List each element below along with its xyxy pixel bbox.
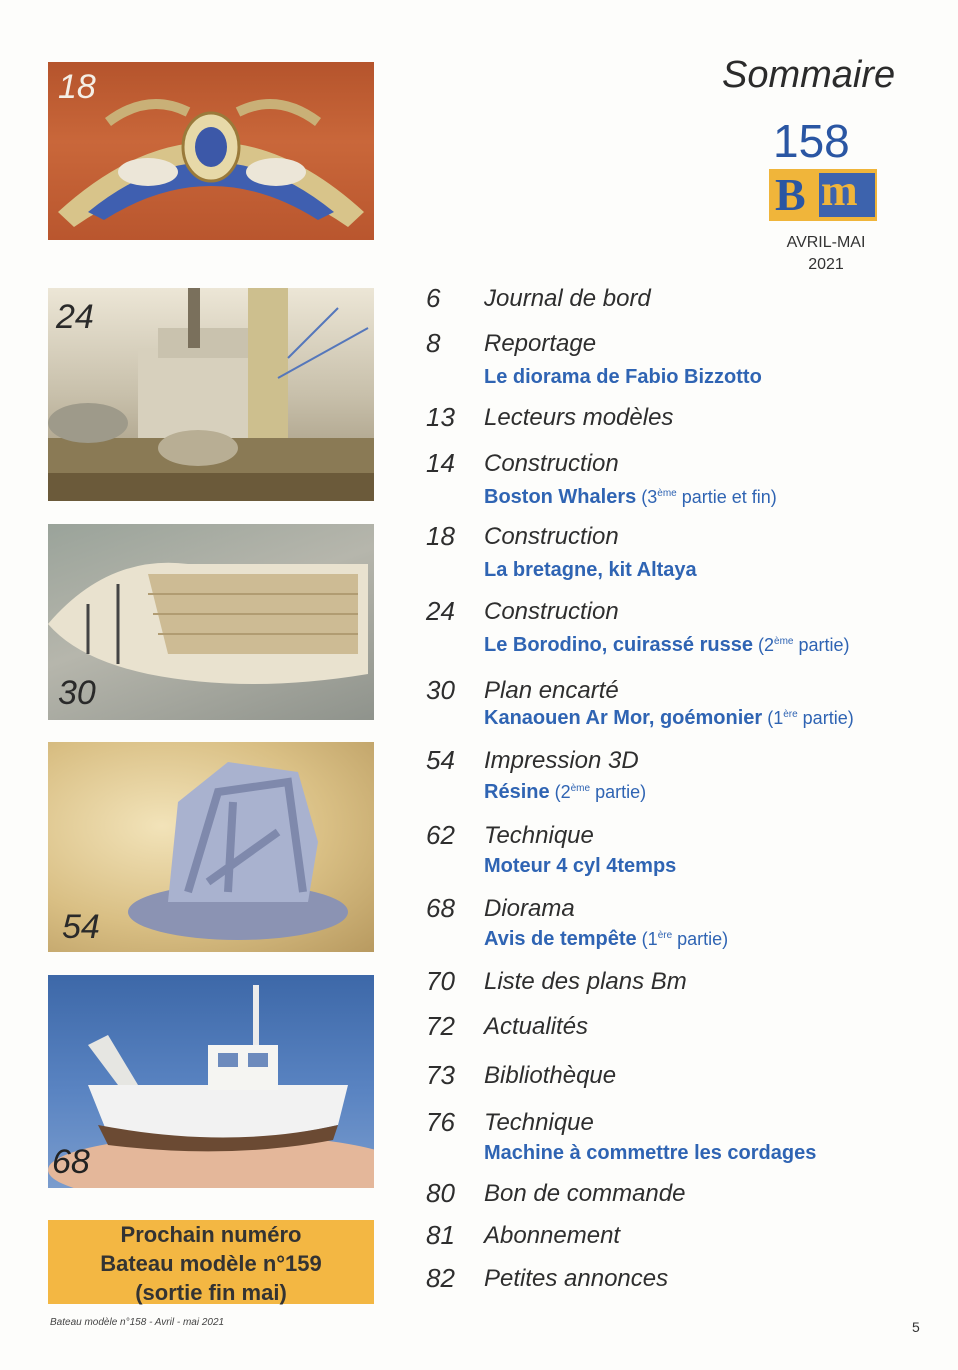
toc-article-name: Moteur 4 cyl 4temps xyxy=(484,855,677,877)
toc-page-number: 30 xyxy=(426,675,455,705)
toc-article-subtitle xyxy=(484,366,762,389)
toc-article-subtitle xyxy=(484,781,646,804)
toc-article-subtitle xyxy=(484,855,676,878)
battleship-model-image xyxy=(48,288,374,501)
logo-letter-b: B xyxy=(775,169,806,220)
part-note-close: partie) xyxy=(793,635,850,655)
toc-section-title: Petites annonces xyxy=(484,1265,669,1292)
part-note-ordinal: ème xyxy=(570,783,591,794)
toc-article-name: La bretagne, kit Altaya xyxy=(484,559,697,581)
toc-section-title: Technique xyxy=(484,1109,594,1136)
toc-page-number: 6 xyxy=(426,283,441,313)
toc-section-title: Technique xyxy=(484,822,594,849)
footer-page-number: 5 xyxy=(912,1319,920,1335)
toc-article-part-note xyxy=(753,635,850,655)
toc-article-part-note xyxy=(550,782,647,802)
part-note-close: partie) xyxy=(590,782,647,802)
part-note-ordinal: ème xyxy=(774,636,794,647)
next-issue-line-1: Prochain numéro xyxy=(120,1222,302,1247)
toc-section-title: Journal de bord xyxy=(484,285,651,312)
next-issue-line-3: (sortie fin mai) xyxy=(135,1280,287,1305)
toc-section-title: Lecteurs modèles xyxy=(484,404,674,431)
toc-section-title: Bibliothèque xyxy=(484,1062,617,1089)
toc-article-subtitle xyxy=(484,559,697,582)
toc-page-number: 73 xyxy=(426,1060,455,1090)
toc-page-number: 82 xyxy=(426,1263,455,1293)
toc-article-name: Le diorama de Fabio Bizzotto xyxy=(484,366,762,388)
wooden-boat-hull-image xyxy=(48,524,374,720)
part-note-open: (2 xyxy=(554,782,571,802)
photo-page-number: 54 xyxy=(62,908,100,946)
toc-article-subtitle xyxy=(484,707,854,730)
toc-section-title: Construction xyxy=(484,598,619,625)
toc-section-title: Diorama xyxy=(484,895,575,922)
part-note-open: (3 xyxy=(641,487,658,507)
toc-section-title: Abonnement xyxy=(484,1222,621,1249)
part-note-open: (1 xyxy=(641,929,658,949)
photo-page-68 xyxy=(48,975,374,1188)
logo-letter-m: m xyxy=(821,166,858,215)
figurehead-carving-image xyxy=(48,62,374,240)
part-note-close: partie) xyxy=(797,708,854,728)
part-note-open: (2 xyxy=(758,635,775,655)
toc-page-number: 81 xyxy=(426,1220,455,1250)
toc-article-subtitle xyxy=(484,634,850,657)
toc-section-title: Construction xyxy=(484,523,619,550)
toc-page-number: 13 xyxy=(426,402,455,432)
toc-page-number: 70 xyxy=(426,966,455,996)
photo-page-30 xyxy=(48,524,374,720)
toc-page-number: 14 xyxy=(426,448,455,478)
toc-page-number: 24 xyxy=(426,596,455,626)
toc-article-name: Boston Whalers xyxy=(484,486,637,508)
toc-section-title: Impression 3D xyxy=(484,747,639,774)
part-note-ordinal: ère xyxy=(783,709,798,720)
toc-section-title: Actualités xyxy=(484,1013,589,1040)
toc-article-name: Résine xyxy=(484,781,550,803)
photo-page-number: 68 xyxy=(52,1143,90,1181)
toc-page-number: 76 xyxy=(426,1107,455,1137)
toc-page-number: 80 xyxy=(426,1178,455,1208)
toc-section-title: Bon de commande xyxy=(484,1180,686,1207)
toc-article-subtitle xyxy=(484,928,728,951)
toc-page-number: 54 xyxy=(426,745,455,775)
toc-article-name: Machine à commettre les cordages xyxy=(484,1142,817,1164)
footer-publication-info: Bateau modèle n°158 - Avril - mai 2021 xyxy=(50,1317,225,1328)
photo-page-24 xyxy=(48,288,374,501)
toc-article-subtitle xyxy=(484,1142,816,1165)
part-note-ordinal: ème xyxy=(657,488,677,499)
photo-page-54 xyxy=(48,742,374,952)
page-title: Sommaire xyxy=(722,54,896,96)
toc-page-number: 62 xyxy=(426,820,455,850)
toc-article-part-note xyxy=(636,487,777,507)
next-issue-banner xyxy=(48,1220,374,1304)
bm-logo xyxy=(769,166,877,221)
toc-section-title: Plan encarté xyxy=(484,677,619,704)
toc-page-number: 72 xyxy=(426,1011,455,1041)
toc-section-title: Liste des plans Bm xyxy=(484,968,687,995)
issue-date-year: 2021 xyxy=(808,256,844,273)
logo-m-box xyxy=(819,166,875,217)
part-note-open: (1 xyxy=(767,708,784,728)
photo-page-number: 30 xyxy=(58,674,96,712)
issue-date-month: AVRIL-MAI xyxy=(786,234,866,251)
toc-page-number: 68 xyxy=(426,893,455,923)
toc-article-name: Avis de tempête xyxy=(484,928,637,950)
toc-page-number: 8 xyxy=(426,328,441,358)
toc-page-number: 18 xyxy=(426,521,455,551)
toc-section-title: Reportage xyxy=(484,330,597,357)
part-note-close: partie et fin) xyxy=(676,487,777,507)
photo-page-number: 18 xyxy=(58,68,96,106)
part-note-ordinal: ère xyxy=(657,930,673,941)
toc-article-part-note xyxy=(637,929,729,949)
toc-article-name: Le Borodino, cuirassé russe xyxy=(484,634,753,656)
toc-article-subtitle xyxy=(484,486,777,509)
toc-section-title: Construction xyxy=(484,450,619,477)
photo-page-18 xyxy=(48,62,374,240)
photo-page-number: 24 xyxy=(56,298,94,336)
fishing-boat-model-image xyxy=(48,975,374,1188)
toc-article-part-note xyxy=(762,708,854,728)
toc-article-name: Kanaouen Ar Mor, goémonier xyxy=(484,707,763,729)
issue-number: 158 xyxy=(773,115,850,167)
part-note-close: partie) xyxy=(672,929,729,949)
next-issue-line-2: Bateau modèle n°159 xyxy=(100,1251,322,1276)
issue-date xyxy=(765,232,887,276)
